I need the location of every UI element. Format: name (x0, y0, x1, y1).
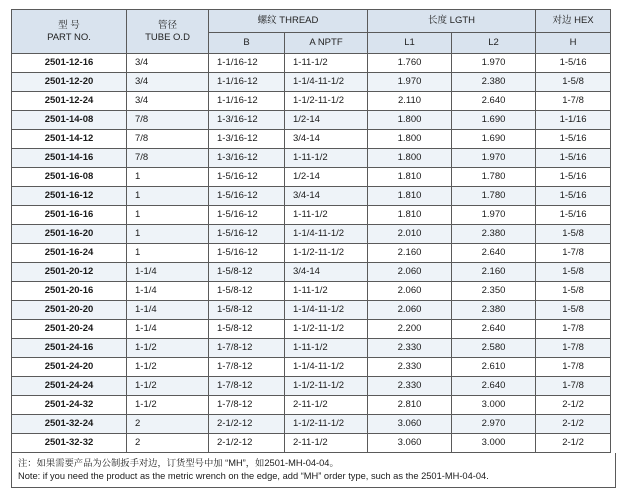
col-l2-header: L2 (452, 33, 536, 54)
part-no-cell: 2501-20-12 (12, 263, 127, 282)
length-l1-cell: 2.110 (368, 92, 452, 111)
table-row (12, 339, 611, 358)
length-l2-cell: 2.160 (452, 263, 536, 282)
tube-od-cell: 1 (127, 168, 209, 187)
tube-od-cell: 1-1/2 (127, 377, 209, 396)
length-l2-cell: 2.640 (452, 92, 536, 111)
tube-od-cell: 1 (127, 244, 209, 263)
length-l1-cell: 1.800 (368, 111, 452, 130)
part-no-cell: 2501-24-16 (12, 339, 127, 358)
thread-anptf-cell: 1-11-1/2 (285, 54, 368, 73)
table-row (12, 396, 611, 415)
length-l1-cell: 2.330 (368, 339, 452, 358)
table-row (12, 92, 611, 111)
thread-header: 螺纹 THREAD (209, 10, 368, 33)
thread-anptf-cell: 1-1/4-11-1/2 (285, 301, 368, 320)
thread-b-cell: 2-1/2-12 (209, 434, 285, 453)
hex-h-cell: 1-7/8 (536, 320, 611, 339)
hex-h-cell: 1-5/16 (536, 54, 611, 73)
length-l2-cell: 1.780 (452, 187, 536, 206)
thread-b-cell: 1-3/16-12 (209, 130, 285, 149)
hex-h-cell: 1-7/8 (536, 244, 611, 263)
thread-b-cell: 1-7/8-12 (209, 396, 285, 415)
col-b-header: B (209, 33, 285, 54)
spec-table-body (12, 54, 611, 453)
table-row (12, 73, 611, 92)
tube-od-cell: 1-1/2 (127, 358, 209, 377)
thread-anptf-cell: 3/4-14 (285, 130, 368, 149)
thread-anptf-cell: 3/4-14 (285, 263, 368, 282)
thread-anptf-cell: 1-11-1/2 (285, 206, 368, 225)
thread-b-cell: 1-1/16-12 (209, 54, 285, 73)
table-row (12, 130, 611, 149)
hex-header: 对边 HEX (536, 10, 611, 33)
thread-anptf-cell: 1/2-14 (285, 168, 368, 187)
thread-anptf-cell: 1-1/2-11-1/2 (285, 320, 368, 339)
thread-anptf-cell: 3/4-14 (285, 187, 368, 206)
length-l2-cell: 3.000 (452, 434, 536, 453)
length-l2-cell: 1.970 (452, 206, 536, 225)
table-row (12, 111, 611, 130)
length-l1-cell: 2.060 (368, 282, 452, 301)
part-no-cell: 2501-16-12 (12, 187, 127, 206)
length-l2-cell: 1.970 (452, 54, 536, 73)
hex-h-cell: 1-5/8 (536, 73, 611, 92)
part-no-cell: 2501-20-24 (12, 320, 127, 339)
tube-od-cell: 1-1/4 (127, 263, 209, 282)
thread-anptf-cell: 1/2-14 (285, 111, 368, 130)
length-l1-cell: 2.060 (368, 263, 452, 282)
part-no-cell: 2501-32-24 (12, 415, 127, 434)
tube-od-cell: 1-1/2 (127, 396, 209, 415)
thread-anptf-cell: 2-11-1/2 (285, 396, 368, 415)
thread-b-cell: 1-1/16-12 (209, 92, 285, 111)
length-l1-cell: 3.060 (368, 434, 452, 453)
thread-b-cell: 1-5/16-12 (209, 168, 285, 187)
col-anptf-header: A NPTF (285, 33, 368, 54)
thread-b-cell: 1-5/8-12 (209, 320, 285, 339)
hex-h-cell: 1-7/8 (536, 92, 611, 111)
length-l2-cell: 2.640 (452, 320, 536, 339)
tube-od-cell: 1-1/4 (127, 301, 209, 320)
thread-b-cell: 1-5/16-12 (209, 244, 285, 263)
table-row (12, 434, 611, 453)
table-row (12, 263, 611, 282)
part-no-cell: 2501-16-24 (12, 244, 127, 263)
part-no-cell: 2501-32-32 (12, 434, 127, 453)
part-no-header-en: PART NO. (47, 31, 91, 43)
thread-b-cell: 1-5/8-12 (209, 282, 285, 301)
length-l2-cell: 2.380 (452, 73, 536, 92)
thread-anptf-cell: 1-1/2-11-1/2 (285, 92, 368, 111)
tube-od-cell: 3/4 (127, 54, 209, 73)
table-row (12, 225, 611, 244)
length-l1-cell: 2.810 (368, 396, 452, 415)
hex-h-cell: 1-7/8 (536, 358, 611, 377)
hex-h-cell: 2-1/2 (536, 396, 611, 415)
length-l2-cell: 2.580 (452, 339, 536, 358)
note-cn: 注：如果需要产品为公制扳手对边，订货型号中加 “MH”，如2501-MH-04-04。 (18, 458, 339, 468)
length-l1-cell: 1.970 (368, 73, 452, 92)
thread-b-cell: 1-7/8-12 (209, 339, 285, 358)
hex-h-cell: 1-7/8 (536, 377, 611, 396)
length-l2-cell: 1.780 (452, 168, 536, 187)
hex-h-cell: 1-5/16 (536, 168, 611, 187)
hex-h-cell: 1-5/16 (536, 206, 611, 225)
length-l2-cell: 2.640 (452, 377, 536, 396)
hex-h-cell: 1-5/16 (536, 149, 611, 168)
table-row (12, 168, 611, 187)
length-l2-cell: 2.970 (452, 415, 536, 434)
spec-table (11, 9, 611, 453)
table-row (12, 377, 611, 396)
table-row (12, 187, 611, 206)
length-l1-cell: 1.810 (368, 187, 452, 206)
tube-od-cell: 7/8 (127, 111, 209, 130)
part-no-cell: 2501-12-24 (12, 92, 127, 111)
hex-h-cell: 2-1/2 (536, 415, 611, 434)
tube-od-header-en: TUBE O.D (145, 31, 190, 43)
note-box (11, 453, 616, 488)
thread-anptf-cell: 1-1/4-11-1/2 (285, 225, 368, 244)
hex-h-cell: 1-5/16 (536, 187, 611, 206)
tube-od-cell: 3/4 (127, 92, 209, 111)
hex-h-cell: 2-1/2 (536, 434, 611, 453)
thread-anptf-cell: 2-11-1/2 (285, 434, 368, 453)
part-no-cell: 2501-16-20 (12, 225, 127, 244)
part-no-header-cn: 型 号 (58, 19, 80, 31)
hex-h-cell: 1-1/16 (536, 111, 611, 130)
length-l2-cell: 1.690 (452, 130, 536, 149)
thread-anptf-cell: 1-1/2-11-1/2 (285, 415, 368, 434)
hex-h-cell: 1-5/8 (536, 263, 611, 282)
length-l2-cell: 2.380 (452, 301, 536, 320)
table-row (12, 301, 611, 320)
tube-od-cell: 3/4 (127, 73, 209, 92)
note-en: Note: if you need the product as the metric wrench on the edge, add “MH” order type, such as the 2501-MH-04-04. (18, 471, 489, 481)
table-row (12, 149, 611, 168)
part-no-cell: 2501-16-08 (12, 168, 127, 187)
length-l1-cell: 2.200 (368, 320, 452, 339)
tube-od-cell: 1-1/2 (127, 339, 209, 358)
length-l2-cell: 2.610 (452, 358, 536, 377)
length-l1-cell: 1.800 (368, 130, 452, 149)
tube-od-cell: 1 (127, 206, 209, 225)
thread-b-cell: 1-5/8-12 (209, 301, 285, 320)
thread-b-cell: 1-7/8-12 (209, 358, 285, 377)
thread-anptf-cell: 1-11-1/2 (285, 339, 368, 358)
table-row (12, 244, 611, 263)
length-header: 长度 LGTH (368, 10, 536, 33)
tube-od-cell: 2 (127, 415, 209, 434)
thread-anptf-cell: 1-1/2-11-1/2 (285, 377, 368, 396)
tube-od-header (127, 10, 209, 54)
table-row (12, 415, 611, 434)
thread-b-cell: 1-5/16-12 (209, 206, 285, 225)
thread-b-cell: 1-5/8-12 (209, 263, 285, 282)
length-l1-cell: 2.330 (368, 377, 452, 396)
hex-h-cell: 1-7/8 (536, 339, 611, 358)
part-no-cell: 2501-12-16 (12, 54, 127, 73)
length-l1-cell: 1.810 (368, 168, 452, 187)
spec-table-container (11, 9, 610, 488)
part-no-cell: 2501-14-12 (12, 130, 127, 149)
thread-b-cell: 1-1/16-12 (209, 73, 285, 92)
hex-h-cell: 1-5/8 (536, 301, 611, 320)
thread-b-cell: 1-3/16-12 (209, 149, 285, 168)
table-row (12, 282, 611, 301)
part-no-cell: 2501-20-16 (12, 282, 127, 301)
tube-od-cell: 1 (127, 187, 209, 206)
thread-b-cell: 1-3/16-12 (209, 111, 285, 130)
thread-b-cell: 1-5/16-12 (209, 187, 285, 206)
length-l1-cell: 2.010 (368, 225, 452, 244)
length-l1-cell: 2.330 (368, 358, 452, 377)
col-l1-header: L1 (368, 33, 452, 54)
part-no-header (12, 10, 127, 54)
length-l1-cell: 1.800 (368, 149, 452, 168)
tube-od-cell: 1-1/4 (127, 320, 209, 339)
hex-h-cell: 1-5/16 (536, 130, 611, 149)
hex-h-cell: 1-5/8 (536, 282, 611, 301)
part-no-cell: 2501-24-24 (12, 377, 127, 396)
part-no-cell: 2501-12-20 (12, 73, 127, 92)
length-l2-cell: 2.380 (452, 225, 536, 244)
length-l1-cell: 1.810 (368, 206, 452, 225)
part-no-cell: 2501-16-16 (12, 206, 127, 225)
tube-od-header-cn: 管径 (157, 19, 177, 31)
header-row-top (12, 10, 611, 33)
length-l1-cell: 2.060 (368, 301, 452, 320)
part-no-cell: 2501-24-20 (12, 358, 127, 377)
thread-b-cell: 2-1/2-12 (209, 415, 285, 434)
part-no-cell: 2501-14-08 (12, 111, 127, 130)
thread-anptf-cell: 1-11-1/2 (285, 282, 368, 301)
thread-b-cell: 1-7/8-12 (209, 377, 285, 396)
thread-anptf-cell: 1-1/2-11-1/2 (285, 244, 368, 263)
thread-anptf-cell: 1-11-1/2 (285, 149, 368, 168)
table-row (12, 54, 611, 73)
length-l2-cell: 1.690 (452, 111, 536, 130)
thread-anptf-cell: 1-1/4-11-1/2 (285, 73, 368, 92)
part-no-cell: 2501-14-16 (12, 149, 127, 168)
tube-od-cell: 7/8 (127, 149, 209, 168)
tube-od-cell: 7/8 (127, 130, 209, 149)
thread-anptf-cell: 1-1/4-11-1/2 (285, 358, 368, 377)
tube-od-cell: 1 (127, 225, 209, 244)
length-l2-cell: 3.000 (452, 396, 536, 415)
length-l2-cell: 1.970 (452, 149, 536, 168)
tube-od-cell: 1-1/4 (127, 282, 209, 301)
thread-b-cell: 1-5/16-12 (209, 225, 285, 244)
part-no-cell: 2501-20-20 (12, 301, 127, 320)
length-l1-cell: 2.160 (368, 244, 452, 263)
length-l1-cell: 3.060 (368, 415, 452, 434)
tube-od-cell: 2 (127, 434, 209, 453)
length-l1-cell: 1.760 (368, 54, 452, 73)
table-row (12, 320, 611, 339)
table-row (12, 358, 611, 377)
hex-h-cell: 1-5/8 (536, 225, 611, 244)
length-l2-cell: 2.350 (452, 282, 536, 301)
part-no-cell: 2501-24-32 (12, 396, 127, 415)
col-h-header: H (536, 33, 611, 54)
length-l2-cell: 2.640 (452, 244, 536, 263)
table-row (12, 206, 611, 225)
